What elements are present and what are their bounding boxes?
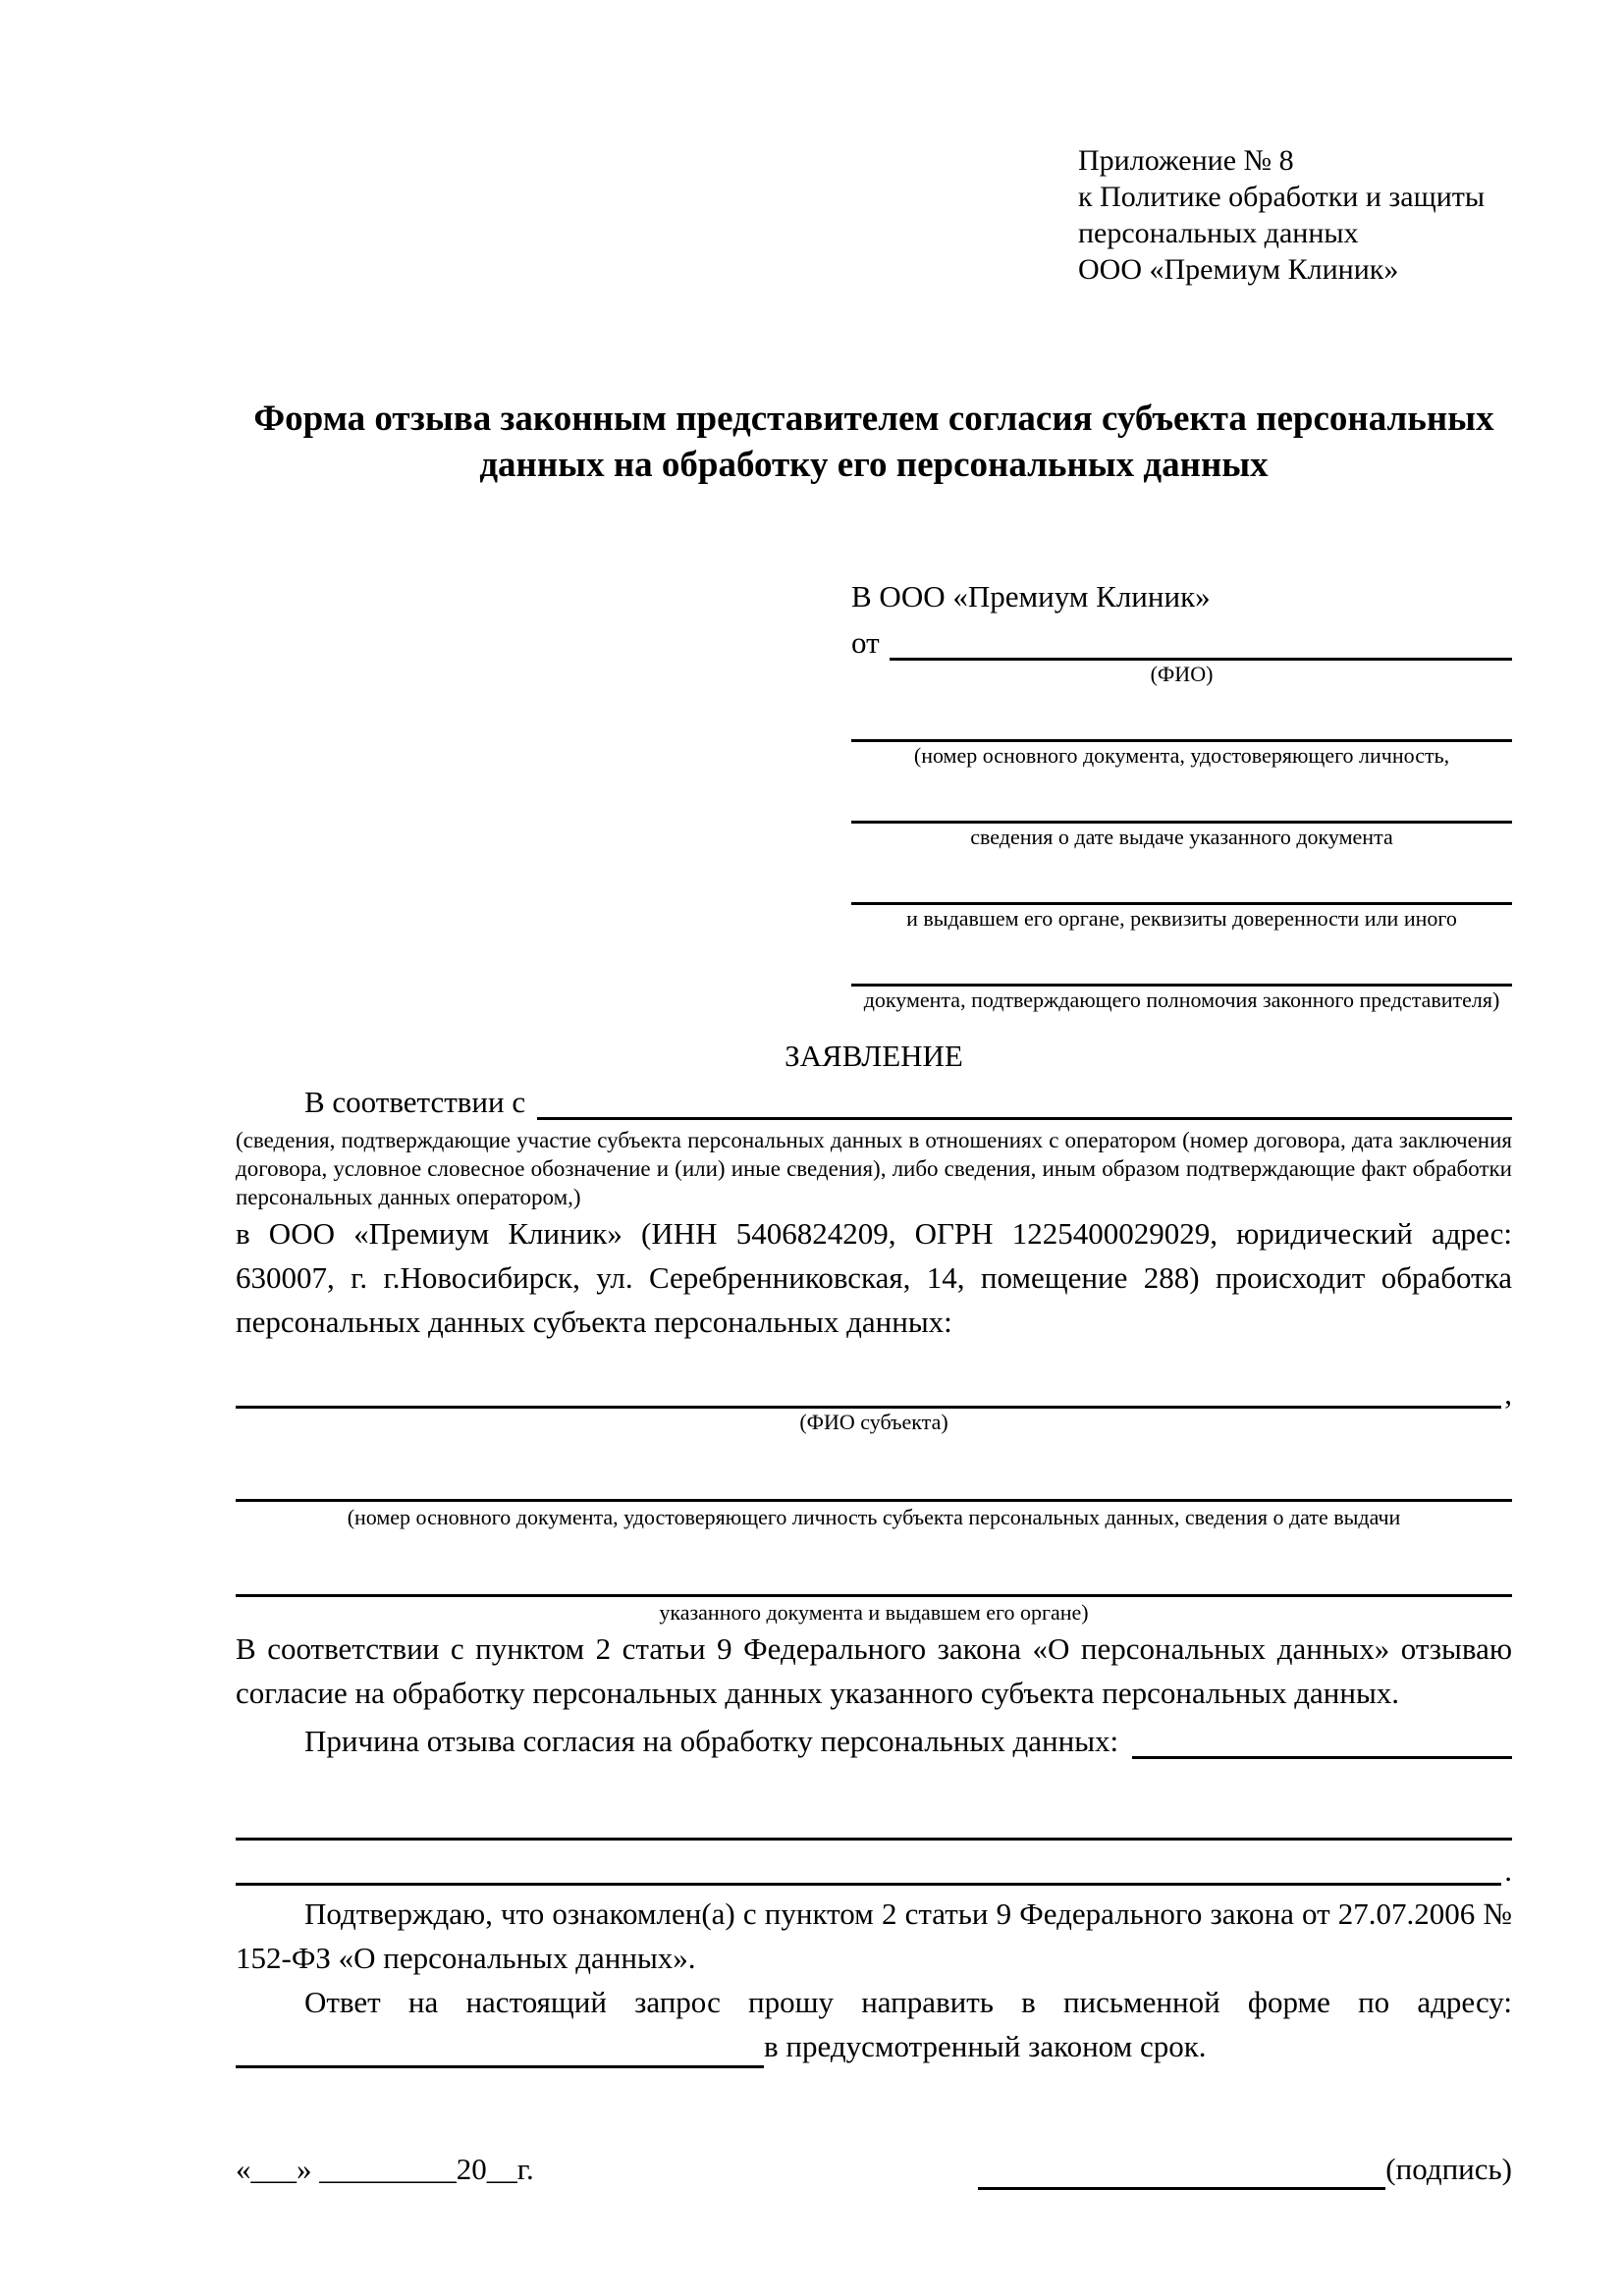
- signature-group: [978, 2149, 1512, 2190]
- reason-fill-line: [1132, 1756, 1512, 1759]
- line-caption: и выдавшем его органе, реквизиты доверенности или иного: [906, 906, 1457, 931]
- response-address-row: [236, 2024, 1512, 2068]
- footer: [236, 2149, 1512, 2190]
- reason-label: Причина отзыва согласия на обработку персональных данных:: [304, 1724, 1119, 1758]
- subject-fio-caption: (ФИО субъекта): [799, 1410, 948, 1434]
- reason-blank-line-row: [236, 1841, 1512, 1886]
- subject-doc-line: [236, 1557, 1512, 1597]
- subject-doc-line: [236, 1462, 1512, 1502]
- reason-blank-line: [236, 1792, 1512, 1841]
- blank-line: [851, 785, 1512, 824]
- intro-fill-line: [537, 1117, 1512, 1120]
- addressee-block: [851, 576, 1512, 1014]
- intro-label: В соответствии с: [304, 1085, 526, 1119]
- operator-paragraph: в ООО «Премиум Клиник» (ИНН 5406824209, ОГРН 1225400029029, юридический адрес: 630007, г. г.Новосибирск, ул. Серебренниковская, 14, помещение 288) происходит обработка персональных данных субъекта персональных данных:: [236, 1216, 1512, 1339]
- period: .: [1504, 1853, 1512, 1888]
- subject-doc-caption: указанного документа и выдавшем его органе): [659, 1600, 1089, 1625]
- line-caption: сведения о дате выдаче указанного документа: [970, 825, 1393, 849]
- response-suffix: в предусмотренный законом срок.: [764, 2029, 1207, 2063]
- intro-row: [236, 1077, 1512, 1120]
- line-caption: (номер основного документа, удостоверяющего личность,: [913, 743, 1450, 768]
- confirm-paragraph: Подтверждаю, что ознакомлен(а) с пунктом 2 статьи 9 Федерального закона от 27.07.2006 № 152-ФЗ «О персональных данных».: [236, 1896, 1512, 1975]
- header-line: ООО «Премиум Клиник»: [1078, 253, 1399, 286]
- header-line: Приложение № 8: [1078, 144, 1294, 177]
- subject-fio-row: [236, 1369, 1512, 1409]
- blank-line: [851, 704, 1512, 742]
- subject-fio-comma: ,: [1504, 1376, 1512, 1411]
- from-row: [851, 617, 1512, 661]
- signature-line: [978, 2187, 1385, 2190]
- reason-row: [236, 1715, 1512, 1759]
- subject-doc-caption: (номер основного документа, удостоверяющего личность субъекта персональных данных, сведения о дате выдачи: [347, 1505, 1401, 1529]
- addressee-to: В ООО «Премиум Клиник»: [851, 579, 1211, 614]
- intro-caption: (сведения, подтверждающие участие субъекта персональных данных в отношениях с оператором (номер договора, дата заключения договора, условное словесное обозначение и (или) иные сведения), либо сведения, иным образом подтверждающие факт обработки персональных данных оператором,): [236, 1128, 1512, 1209]
- blank-line: [851, 948, 1512, 987]
- line-caption: документа, подтверждающего полномочия законного представителя): [863, 988, 1500, 1012]
- withdrawal-paragraph: В соответствии с пунктом 2 статьи 9 Федерального закона «О персональных данных» отзываю согласие на обработку персональных данных указанного субъекта персональных данных.: [236, 1631, 1512, 1710]
- response-address-line: [236, 2065, 764, 2068]
- appendix-header: [1078, 142, 1512, 288]
- response-paragraph: Ответ на настоящий запрос прошу направить в письменной форме по адресу:: [304, 1985, 1512, 2019]
- signature-caption: (подпись): [1385, 2152, 1512, 2186]
- statement-heading: ЗАЯВЛЕНИЕ: [785, 1039, 963, 1073]
- blank-line: [851, 867, 1512, 905]
- header-line: персональных данных: [1078, 217, 1359, 249]
- fio-caption: (ФИО): [1150, 662, 1214, 686]
- form-title: Форма отзыва законным представителем согласия субъекта персональных данных на обработку его персональных данных: [253, 399, 1494, 485]
- reason-blank-line: [236, 1883, 1501, 1886]
- date-line: «___» _________20__г.: [236, 2152, 534, 2186]
- from-label: от: [851, 625, 880, 660]
- header-line: к Политике обработки и защиты: [1078, 181, 1486, 213]
